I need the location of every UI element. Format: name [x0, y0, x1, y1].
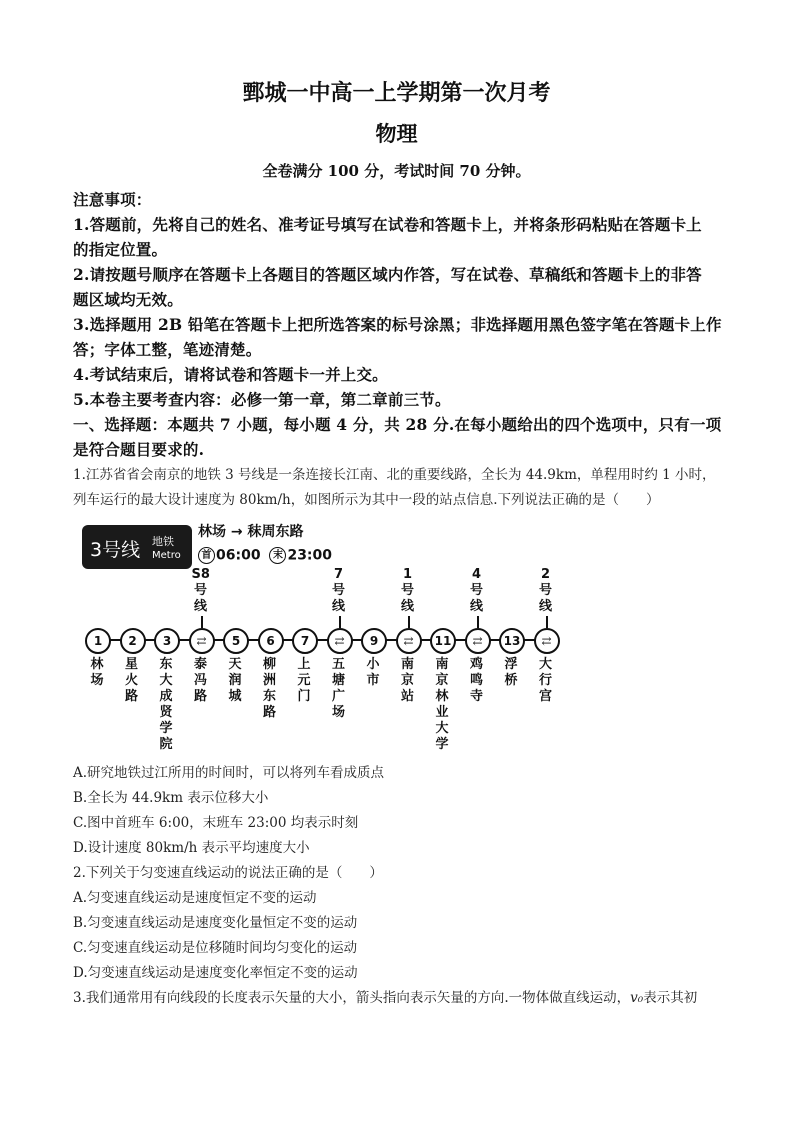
station-marker: 7	[292, 628, 318, 654]
transfer-station-marker: ⇄	[189, 628, 215, 654]
q2-option-c: C.匀变速直线运动是位移随时间均匀变化的运动	[73, 940, 358, 956]
note-line: 答；字体工整，笔迹清楚。	[73, 340, 262, 359]
metro-service-times: 首 06:00 末 23:00	[198, 547, 332, 564]
q1-stem: 1.江苏省省会南京的地铁 3 号线是一条连接长江南、北的重要线路，全长为 44.9km，单程用时约 1 小时，	[73, 467, 716, 483]
note-line: 4.考试结束后，请将试卷和答题卡一并上交。	[73, 365, 388, 384]
station-name: 大 行 宫	[538, 657, 552, 704]
transfer-line-label: 1 号 线	[400, 567, 414, 614]
note-line: 的指定位置。	[73, 240, 168, 259]
station-marker: 13	[499, 628, 525, 654]
note-line: 5.本卷主要考查内容：必修一第一章，第二章前三节。	[73, 390, 451, 409]
station-marker: 6	[258, 628, 284, 654]
notes-heading: 注意事项：	[73, 190, 152, 209]
station-name: 天 润 城	[228, 657, 242, 704]
station-marker: 1	[85, 628, 111, 654]
q2-option-b: B.匀变速直线运动是速度变化量恒定不变的运动	[73, 915, 358, 931]
transfer-connector	[477, 616, 479, 628]
station-name: 五 塘 广 场	[331, 657, 345, 720]
transfer-station-marker: ⇄	[396, 628, 422, 654]
metro-logo: 3号线 地铁 Metro	[82, 525, 192, 569]
transfer-line-label: S8 号 线	[191, 567, 210, 614]
transfer-station-marker: ⇄	[534, 628, 560, 654]
q2-option-a: A.匀变速直线运动是速度恒定不变的运动	[73, 890, 317, 906]
exam-info: 全卷满分 100 分，考试时间 70 分钟。	[262, 162, 531, 180]
section-heading-cont: 是符合题目要求的.	[73, 440, 205, 459]
metro-direction: 林场 → 秣周东路	[198, 524, 304, 540]
station-name: 星 火 路	[124, 657, 138, 704]
transfer-line-label: 4 号 线	[469, 567, 483, 614]
transfer-connector	[408, 616, 410, 628]
transfer-connector	[201, 616, 203, 628]
note-line: 1.答题前，先将自己的姓名、准考证号填写在试卷和答题卡上，并将条形码粘贴在答题卡上	[73, 215, 702, 234]
metro-line-figure	[73, 515, 573, 755]
station-marker: 5	[223, 628, 249, 654]
note-line: 题区域均无效。	[73, 290, 183, 309]
q2-stem: 2.下列关于匀变速直线运动的说法正确的是（ ）	[73, 865, 383, 881]
transfer-station-marker: ⇄	[327, 628, 353, 654]
q1-stem: 列车运行的最大设计速度为 80km/h，如图所示为其中一段的站点信息.下列说法正确的是（ ）	[73, 492, 660, 508]
station-marker: 9	[361, 628, 387, 654]
station-marker: 3	[154, 628, 180, 654]
transfer-station-marker: ⇄	[465, 628, 491, 654]
station-marker: 11	[430, 628, 456, 654]
station-name: 南 京 站	[400, 657, 414, 704]
transfer-connector	[546, 616, 548, 628]
q3-stem: 3.我们通常用有向线段的长度表示矢量的大小，箭头指向表示矢量的方向.一物体做直线运动，v₀表示其初	[73, 990, 698, 1006]
station-name: 小 市	[366, 657, 380, 688]
transfer-connector	[339, 616, 341, 628]
note-line: 2.请按题号顺序在答题卡上各题目的答题区域内作答，写在试卷、草稿纸和答题卡上的非答	[73, 265, 702, 284]
subject-title: 物理	[375, 121, 418, 146]
transfer-line-label: 7 号 线	[331, 567, 345, 614]
q1-option-b: B.全长为 44.9km 表示位移大小	[73, 790, 269, 806]
station-name: 上 元 门	[297, 657, 311, 704]
q1-option-a: A.研究地铁过江所用的时间时，可以将列车看成质点	[73, 765, 385, 781]
station-name: 林 场	[90, 657, 104, 688]
q1-option-d: D.设计速度 80km/h 表示平均速度大小	[73, 840, 310, 856]
station-name: 泰 冯 路	[193, 657, 207, 704]
q1-option-c: C.图中首班车 6:00，末班车 23:00 均表示时刻	[73, 815, 359, 831]
station-marker: 2	[120, 628, 146, 654]
exam-title: 鄄城一中高一上学期第一次月考	[242, 80, 551, 106]
section-heading: 一、选择题：本题共 7 小题，每小题 4 分，共 28 分.在每小题给出的四个选项中，只有一项	[73, 415, 722, 434]
station-name: 鸡 鸣 寺	[469, 657, 483, 704]
transfer-line-label: 2 号 线	[538, 567, 552, 614]
q2-option-d: D.匀变速直线运动是速度变化率恒定不变的运动	[73, 965, 358, 981]
station-name: 柳 洲 东 路	[262, 657, 276, 720]
station-name: 南 京 林 业 大 学	[435, 657, 449, 752]
note-line: 3.选择题用 2B 铅笔在答题卡上把所选答案的标号涂黑；非选择题用黑色签字笔在答题卡上作	[73, 315, 722, 334]
station-name: 浮 桥	[504, 657, 518, 688]
station-name: 东 大 成 贤 学 院	[159, 657, 173, 752]
